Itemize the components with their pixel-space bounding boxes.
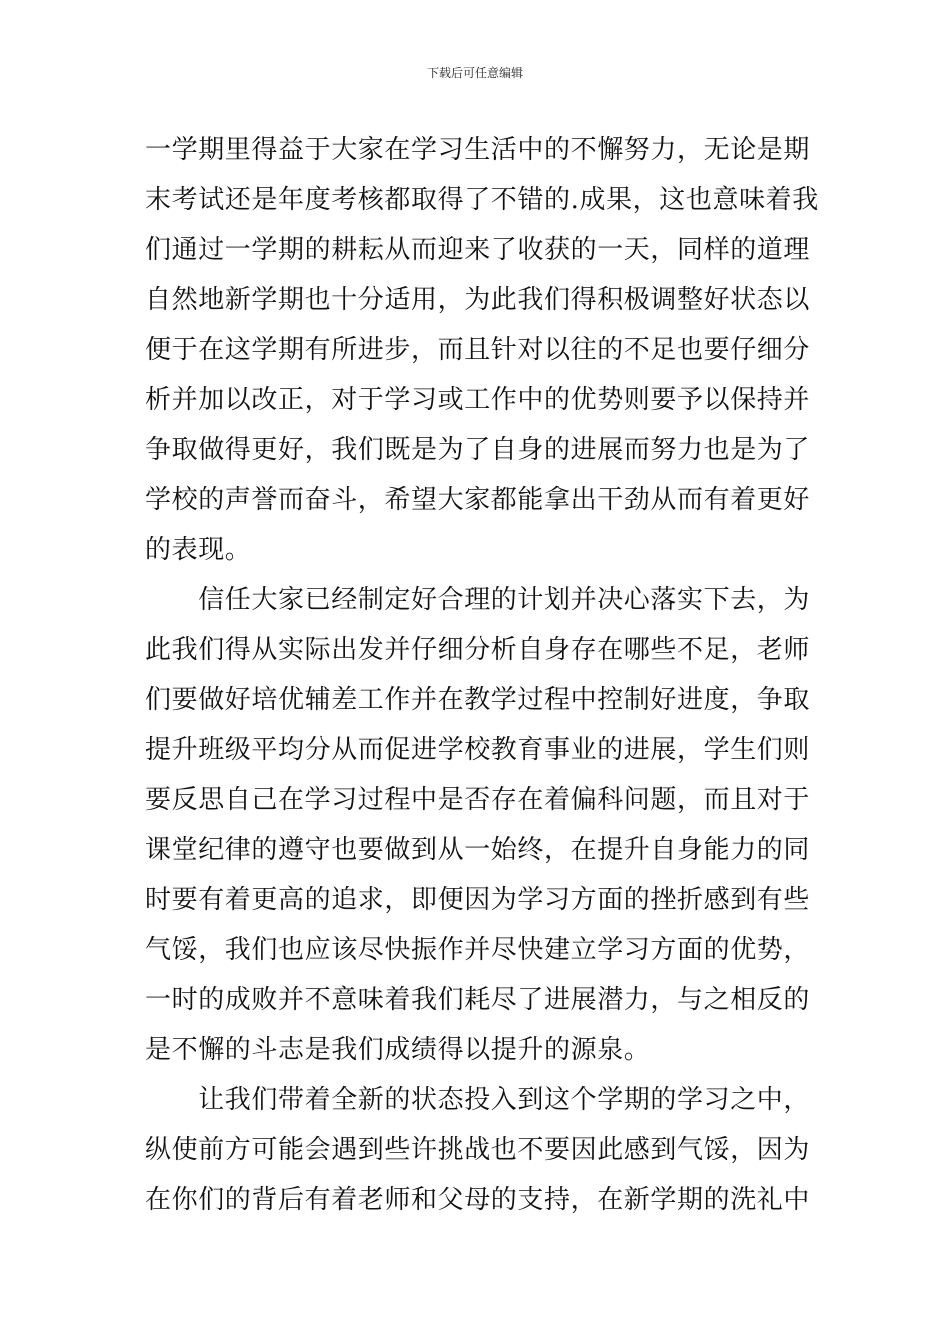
text-line: 学校的声誉而奋斗，希望大家都能拿出干劲从而有着更好: [145, 485, 811, 515]
text-line: 课堂纪律的遵守也要做到从一始终，在提升自身能力的同: [145, 835, 811, 865]
text-line: 是不懈的斗志是我们成绩得以提升的源泉。: [145, 1035, 651, 1065]
text-line: 在你们的背后有着老师和父母的支持，在新学期的洗礼中: [145, 1185, 811, 1215]
text-line: 让我们带着全新的状态投入到这个学期的学习之中，: [145, 1085, 811, 1115]
text-line: 争取做得更好，我们既是为了自身的进展而努力也是为了: [145, 435, 811, 465]
text-line: 时要有着更高的追求，即便因为学习方面的挫折感到有些: [145, 885, 811, 915]
text-line: 气馁，我们也应该尽快振作并尽快建立学习方面的优势，: [145, 935, 811, 965]
header-note: 下载后可任意编辑: [426, 66, 523, 80]
text-line: 便于在这学期有所进步，而且针对以往的不足也要仔细分: [145, 335, 811, 365]
text-line: 信任大家已经制定好合理的计划并决心落实下去，为: [145, 585, 811, 615]
text-line: 要反思自己在学习过程中是否存在着偏科问题，而且对于: [145, 785, 811, 815]
text-line: 一时的成败并不意味着我们耗尽了进展潜力，与之相反的: [145, 985, 811, 1015]
text-line: 提升班级平均分从而促进学校教育事业的进展，学生们则: [145, 735, 811, 765]
text-line: 自然地新学期也十分适用，为此我们得积极调整好状态以: [145, 285, 811, 315]
text-line: 纵使前方可能会遇到些许挑战也不要因此感到气馁，因为: [145, 1135, 811, 1165]
text-line: 们通过一学期的耕耘从而迎来了收获的一天，同样的道理: [145, 235, 811, 265]
text-line: 们要做好培优辅差工作并在教学过程中控制好进度，争取: [145, 685, 811, 715]
body-text: [145, 125, 819, 1225]
text-line: 此我们得从实际出发并仔细分析自身存在哪些不足，老师: [145, 635, 811, 665]
text-line: 析并加以改正，对于学习或工作中的优势则要予以保持并: [145, 385, 811, 415]
text-line: 末考试还是年度考核都取得了不错的.成果，这也意味着我: [145, 185, 819, 215]
text-line: 一学期里得益于大家在学习生活中的不懈努力，无论是期: [145, 135, 811, 165]
text-line: 的表现。: [145, 535, 252, 565]
